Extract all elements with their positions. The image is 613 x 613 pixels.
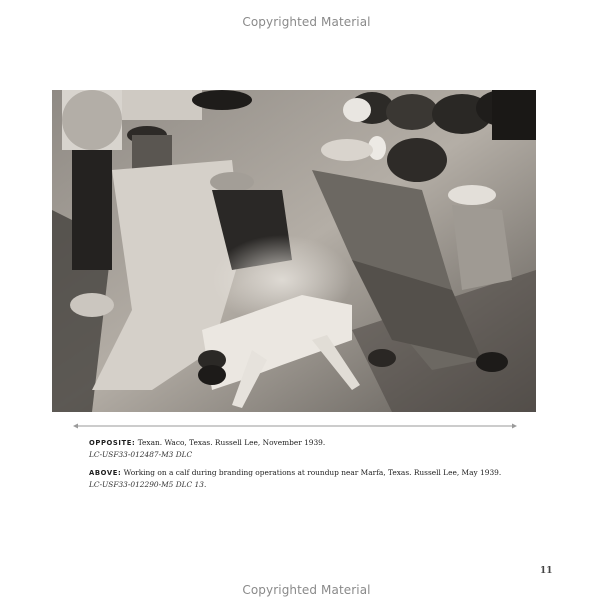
caption-lead: ABOVE:: [89, 469, 122, 477]
copyright-watermark-bottom: Copyrighted Material: [242, 583, 371, 597]
caption-lead: OPPOSITE:: [89, 439, 136, 447]
caption-text: Working on a calf during branding operations at roundup near Marfa, Texas. Russell Lee, May 1939.: [123, 468, 502, 477]
caption-divider-rule: [73, 422, 517, 430]
caption-reference: LC-USF33-012487-M3 DLC: [89, 450, 193, 459]
caption-opposite: [89, 437, 529, 460]
caption-reference: LC-USF33-012290-M5 DLC 13.: [89, 480, 207, 489]
copyright-watermark-top: Copyrighted Material: [242, 15, 371, 29]
photo-captions: [89, 437, 529, 497]
page-number: 11: [540, 566, 553, 576]
branding-photograph: [52, 90, 536, 412]
caption-text: Texan. Waco, Texas. Russell Lee, November 1939.: [137, 438, 326, 447]
caption-above: [89, 467, 529, 490]
